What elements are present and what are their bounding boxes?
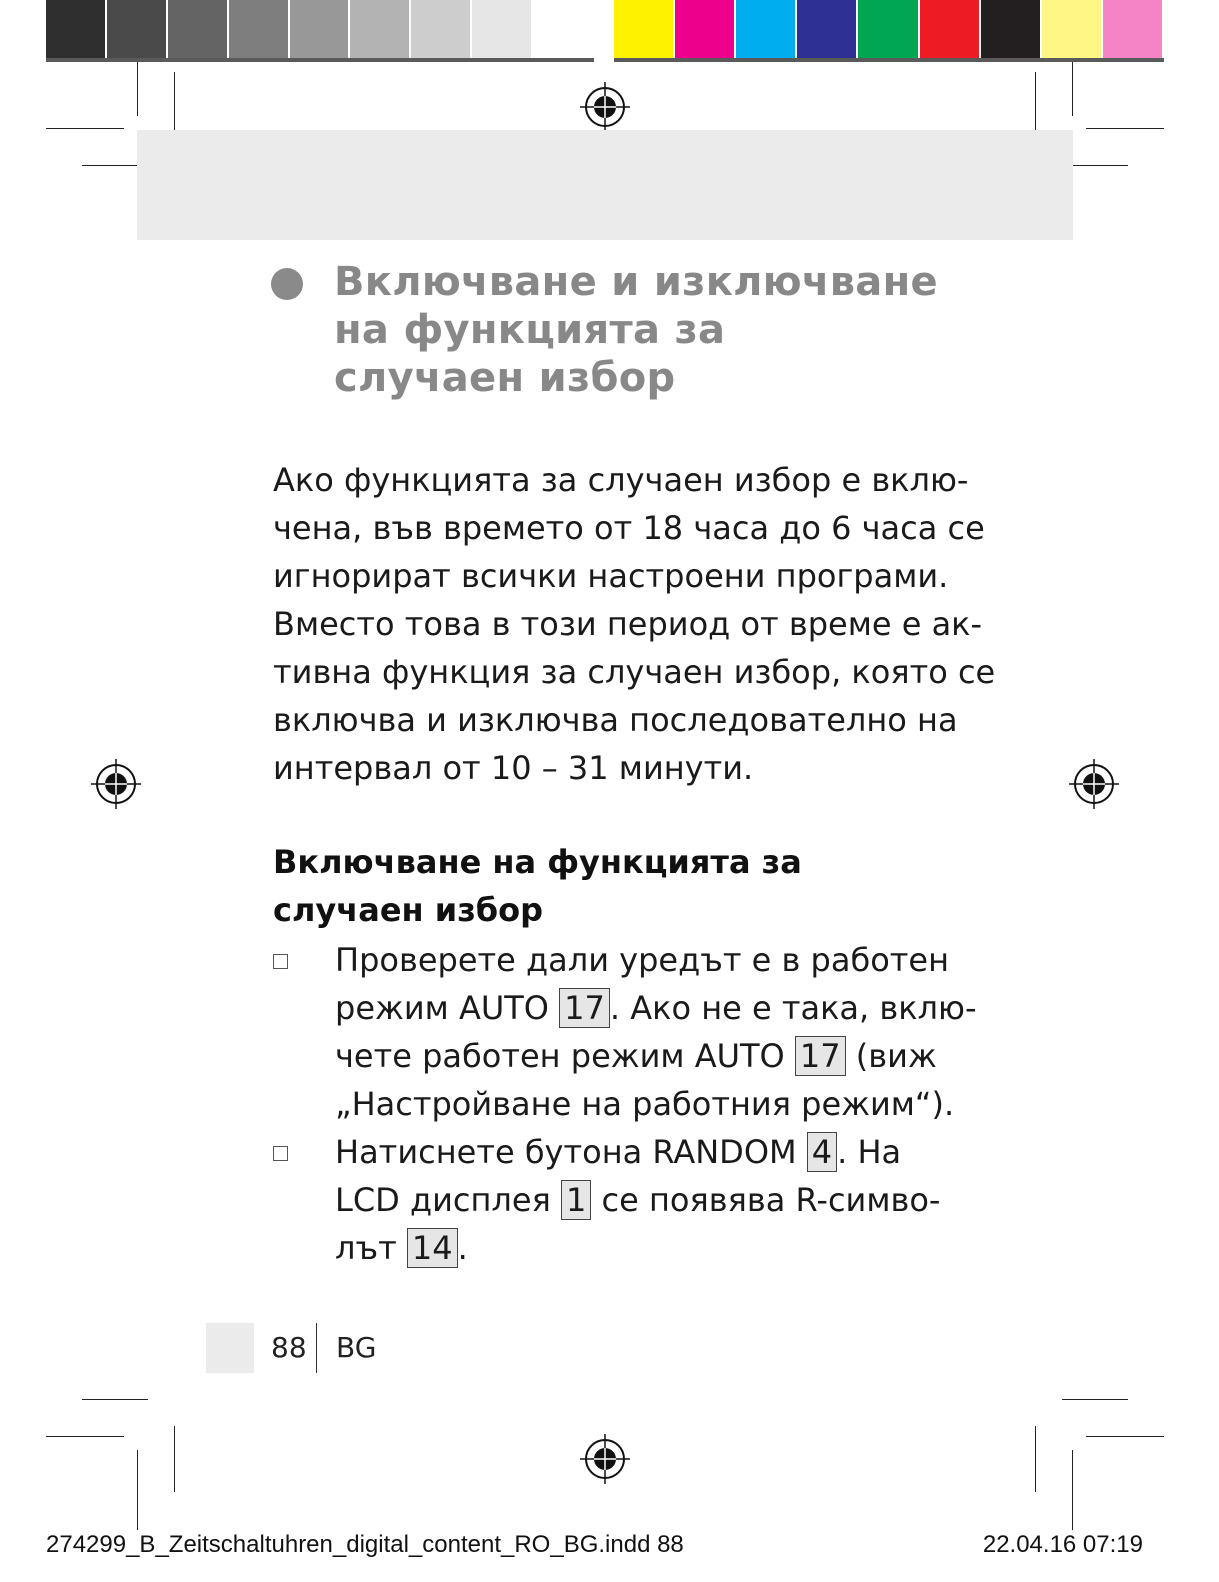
crop-mark [137, 1450, 138, 1530]
crop-mark [1072, 1450, 1073, 1530]
reference-number-badge: 14 [407, 1228, 458, 1268]
crop-mark [174, 72, 175, 138]
section-title-line: случаен избор [334, 355, 676, 401]
registration-mark-icon [91, 759, 141, 809]
crop-mark [1035, 1426, 1036, 1492]
paragraph-line: интервал от 10 – 31 минути. [273, 749, 754, 787]
color-swatch [472, 0, 533, 58]
crop-mark [137, 62, 138, 116]
crop-mark [1086, 1436, 1164, 1437]
print-slug-datetime: 22.04.16 07:19 [982, 1531, 1143, 1558]
crop-mark [1072, 62, 1073, 116]
step-text-part: чете работен режим AUTO [335, 1037, 795, 1075]
step-line [335, 984, 976, 1032]
paragraph-line: тивна функция за случаен избор, която се [273, 653, 996, 691]
footer-tab [206, 1323, 254, 1373]
paragraph-line: Вместо това в този период от време е ак- [273, 605, 983, 643]
crop-mark [1062, 1399, 1128, 1400]
section-title-line: на функцията за [334, 307, 726, 353]
step-text-part: . На [837, 1133, 902, 1171]
color-swatch [229, 0, 290, 58]
section-title-line: Включване и изключване [334, 259, 938, 305]
color-swatch [920, 0, 981, 58]
step-line [335, 1176, 940, 1224]
process-color-bar [614, 0, 1164, 62]
print-slug-filename: 274299_B_Zeitschaltuhren_digital_content_RO_BG.indd 88 [46, 1531, 684, 1558]
paragraph-line: Ако функцията за случаен избор е вклю- [273, 461, 969, 499]
color-swatch [350, 0, 411, 58]
section-bullet-icon [271, 268, 303, 300]
footer-divider [316, 1323, 317, 1373]
step-line [335, 1128, 940, 1176]
color-swatch [1042, 0, 1103, 58]
step-text-part: LCD дисплея [335, 1181, 561, 1219]
reference-number-badge: 4 [807, 1132, 837, 1172]
page-number: 88 [271, 1331, 307, 1364]
color-swatch [981, 0, 1042, 58]
process-bar-frame [614, 58, 1164, 62]
crop-mark [82, 1399, 148, 1400]
crop-mark [1035, 72, 1036, 138]
color-swatch [797, 0, 858, 58]
crop-mark [174, 1426, 175, 1492]
header-band [137, 130, 1073, 240]
step-text-part: лът [335, 1229, 407, 1267]
color-swatch [533, 0, 594, 58]
crop-mark [46, 1436, 124, 1437]
reference-number-badge: 17 [559, 988, 610, 1028]
step-line [335, 1032, 976, 1080]
instruction-step [273, 1128, 953, 1272]
step-line [335, 1224, 940, 1272]
color-swatch [107, 0, 168, 58]
step-text-part: режим AUTO [335, 989, 560, 1027]
step-text-part: (виж [845, 1037, 937, 1075]
step-line: „Настройване на работния режим“). [335, 1085, 955, 1123]
color-swatch [290, 0, 351, 58]
color-swatch [46, 0, 107, 58]
step-text [335, 1128, 940, 1272]
step-text-part: . Ако не е така, вклю- [609, 989, 977, 1027]
color-swatch [736, 0, 797, 58]
step-text-part: се появява R-симво- [591, 1181, 941, 1219]
color-swatch [614, 0, 675, 58]
instruction-step [273, 936, 977, 1128]
subsection-title-line: Включване на функцията за [273, 843, 802, 881]
step-line: Проверете дали уредът е в работен [335, 941, 950, 979]
registration-mark-icon [1069, 759, 1119, 809]
crop-mark [1086, 128, 1164, 129]
paragraph-line: чена, във времето от 18 часа до 6 часа се [273, 509, 985, 547]
subsection-title-line: случаен избор [273, 891, 544, 929]
section-title [334, 258, 974, 402]
color-swatch [411, 0, 472, 58]
step-text [335, 936, 976, 1128]
step-text-part: . [457, 1229, 468, 1267]
greyscale-bar-frame [46, 58, 594, 62]
checkbox-icon [273, 1146, 288, 1161]
color-swatch [675, 0, 736, 58]
intro-paragraph [273, 456, 996, 792]
reference-number-badge: 17 [795, 1036, 846, 1076]
reference-number-badge: 1 [561, 1180, 591, 1220]
color-swatch [858, 0, 919, 58]
greyscale-color-bar [46, 0, 594, 62]
language-code: BG [336, 1331, 377, 1364]
registration-mark-icon [580, 1434, 630, 1484]
step-text-part: Натиснете бутона RANDOM [335, 1133, 807, 1171]
paragraph-line: игнорират всички настроени програми. [273, 557, 949, 595]
checkbox-icon [273, 954, 288, 969]
color-swatch [1103, 0, 1164, 58]
crop-mark [46, 128, 124, 129]
color-swatch [168, 0, 229, 58]
registration-mark-icon [580, 82, 630, 132]
subsection-title [273, 838, 953, 934]
paragraph-line: включва и изключва последователно на [273, 701, 958, 739]
